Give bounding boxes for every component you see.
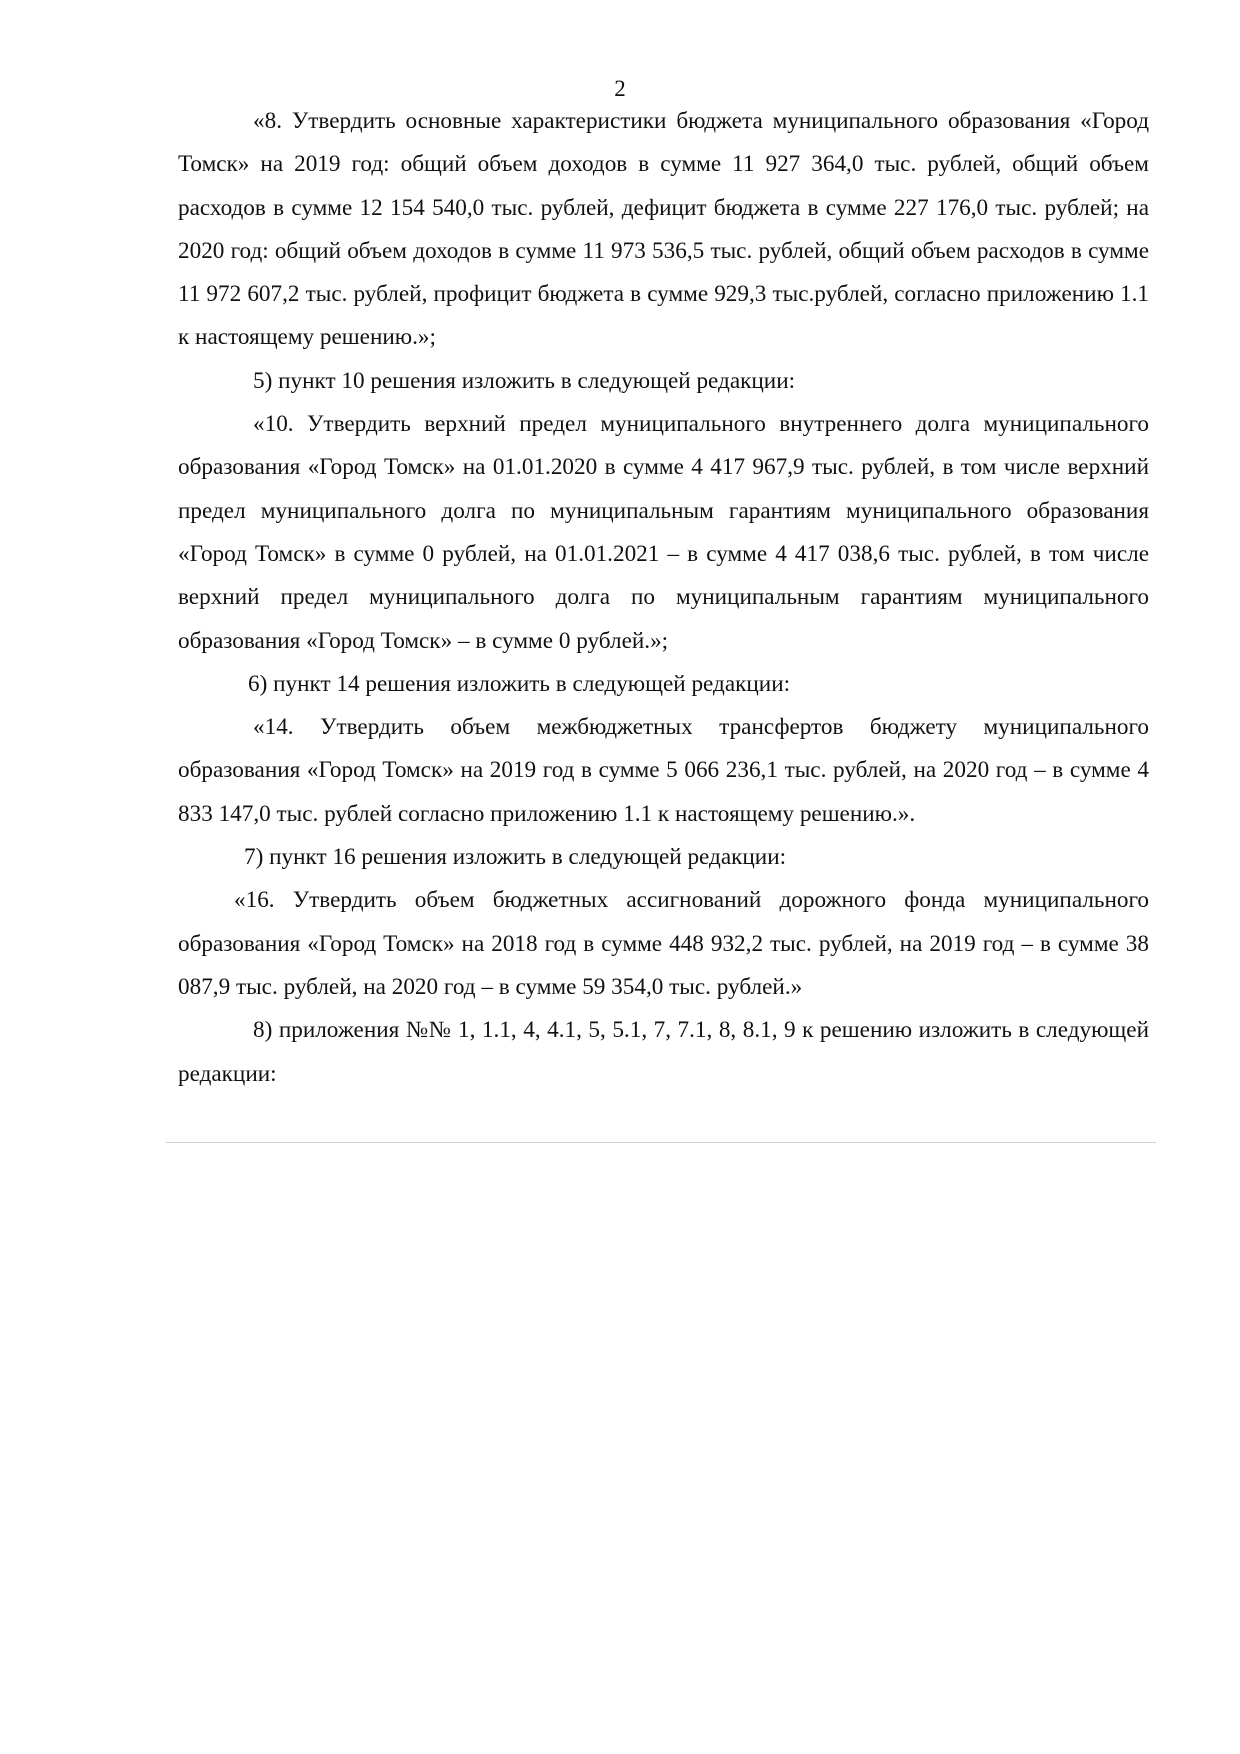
page-number: 2 (614, 76, 626, 101)
paragraph-amend-7: 7) пункт 16 решения изложить в следующей редакции: (244, 844, 787, 871)
paragraph-amend-8: 8) приложения №№ 1, 1.1, 4, 4.1, 5, 5.1, 7, 7.1, 8, 8.1, 9 к решению изложить в следующей редакции: (178, 1017, 1149, 1087)
paragraph-item-16: «16. Утвердить объем бюджетных ассигнований дорожного фонда муниципального образования «Город Томск» на 2018 год в сумме 448 932,2 тыс. рублей, на 2019 год – в сумме 38 087,9 тыс. рублей, на 2020 год – в сумме 59 354,0 тыс. рублей.» (178, 887, 1149, 1000)
paragraph-item-8: «8. Утвердить основные характеристики бюджета муниципального образования «Город Томск» на 2019 год: общий объем доходов в сумме 11 927 364,0 тыс. рублей, общий объем расходов в сумме 12 154 540,0 тыс. рублей, дефицит бюджета в сумме 227 176,0 тыс. рублей; на 2020 год: общий объем доходов в сумме 11 973 536,5 тыс. рублей, общий объем расходов в сумме 11 972 607,2 тыс. рублей, профицит бюджета в сумме 929,3 тыс.рублей, согласно приложению 1.1 к настоящему решению.»; (178, 108, 1149, 351)
paragraph-item-10: «10. Утвердить верхний предел муниципального внутреннего долга муниципального образования «Город Томск» на 01.01.2020 в сумме 4 417 967,9 тыс. рублей, в том числе верхний предел муниципального долга по муниципальным гарантиям муниципального образования «Город Томск» в сумме 0 рублей, на 01.01.2021 – в сумме 4 417 038,6 тыс. рублей, в том числе верхний предел муниципального долга по муниципальным гарантиям муниципального образования «Город Томск» – в сумме 0 рублей.»; (178, 411, 1149, 654)
paragraph-amend-6: 6) пункт 14 решения изложить в следующей редакции: (248, 670, 791, 697)
paragraph-item-14: «14. Утвердить объем межбюджетных трансфертов бюджету муниципального образования «Город Томск» на 2019 год в сумме 5 066 236,1 тыс. рублей, на 2020 год – в сумме 4 833 147,0 тыс. рублей согласно приложению 1.1 к настоящему решению.». (178, 714, 1149, 827)
paragraph-amend-5: 5) пункт 10 решения изложить в следующей редакции: (253, 367, 796, 394)
document-body (178, 100, 1149, 1096)
divider-line (166, 1142, 1156, 1143)
